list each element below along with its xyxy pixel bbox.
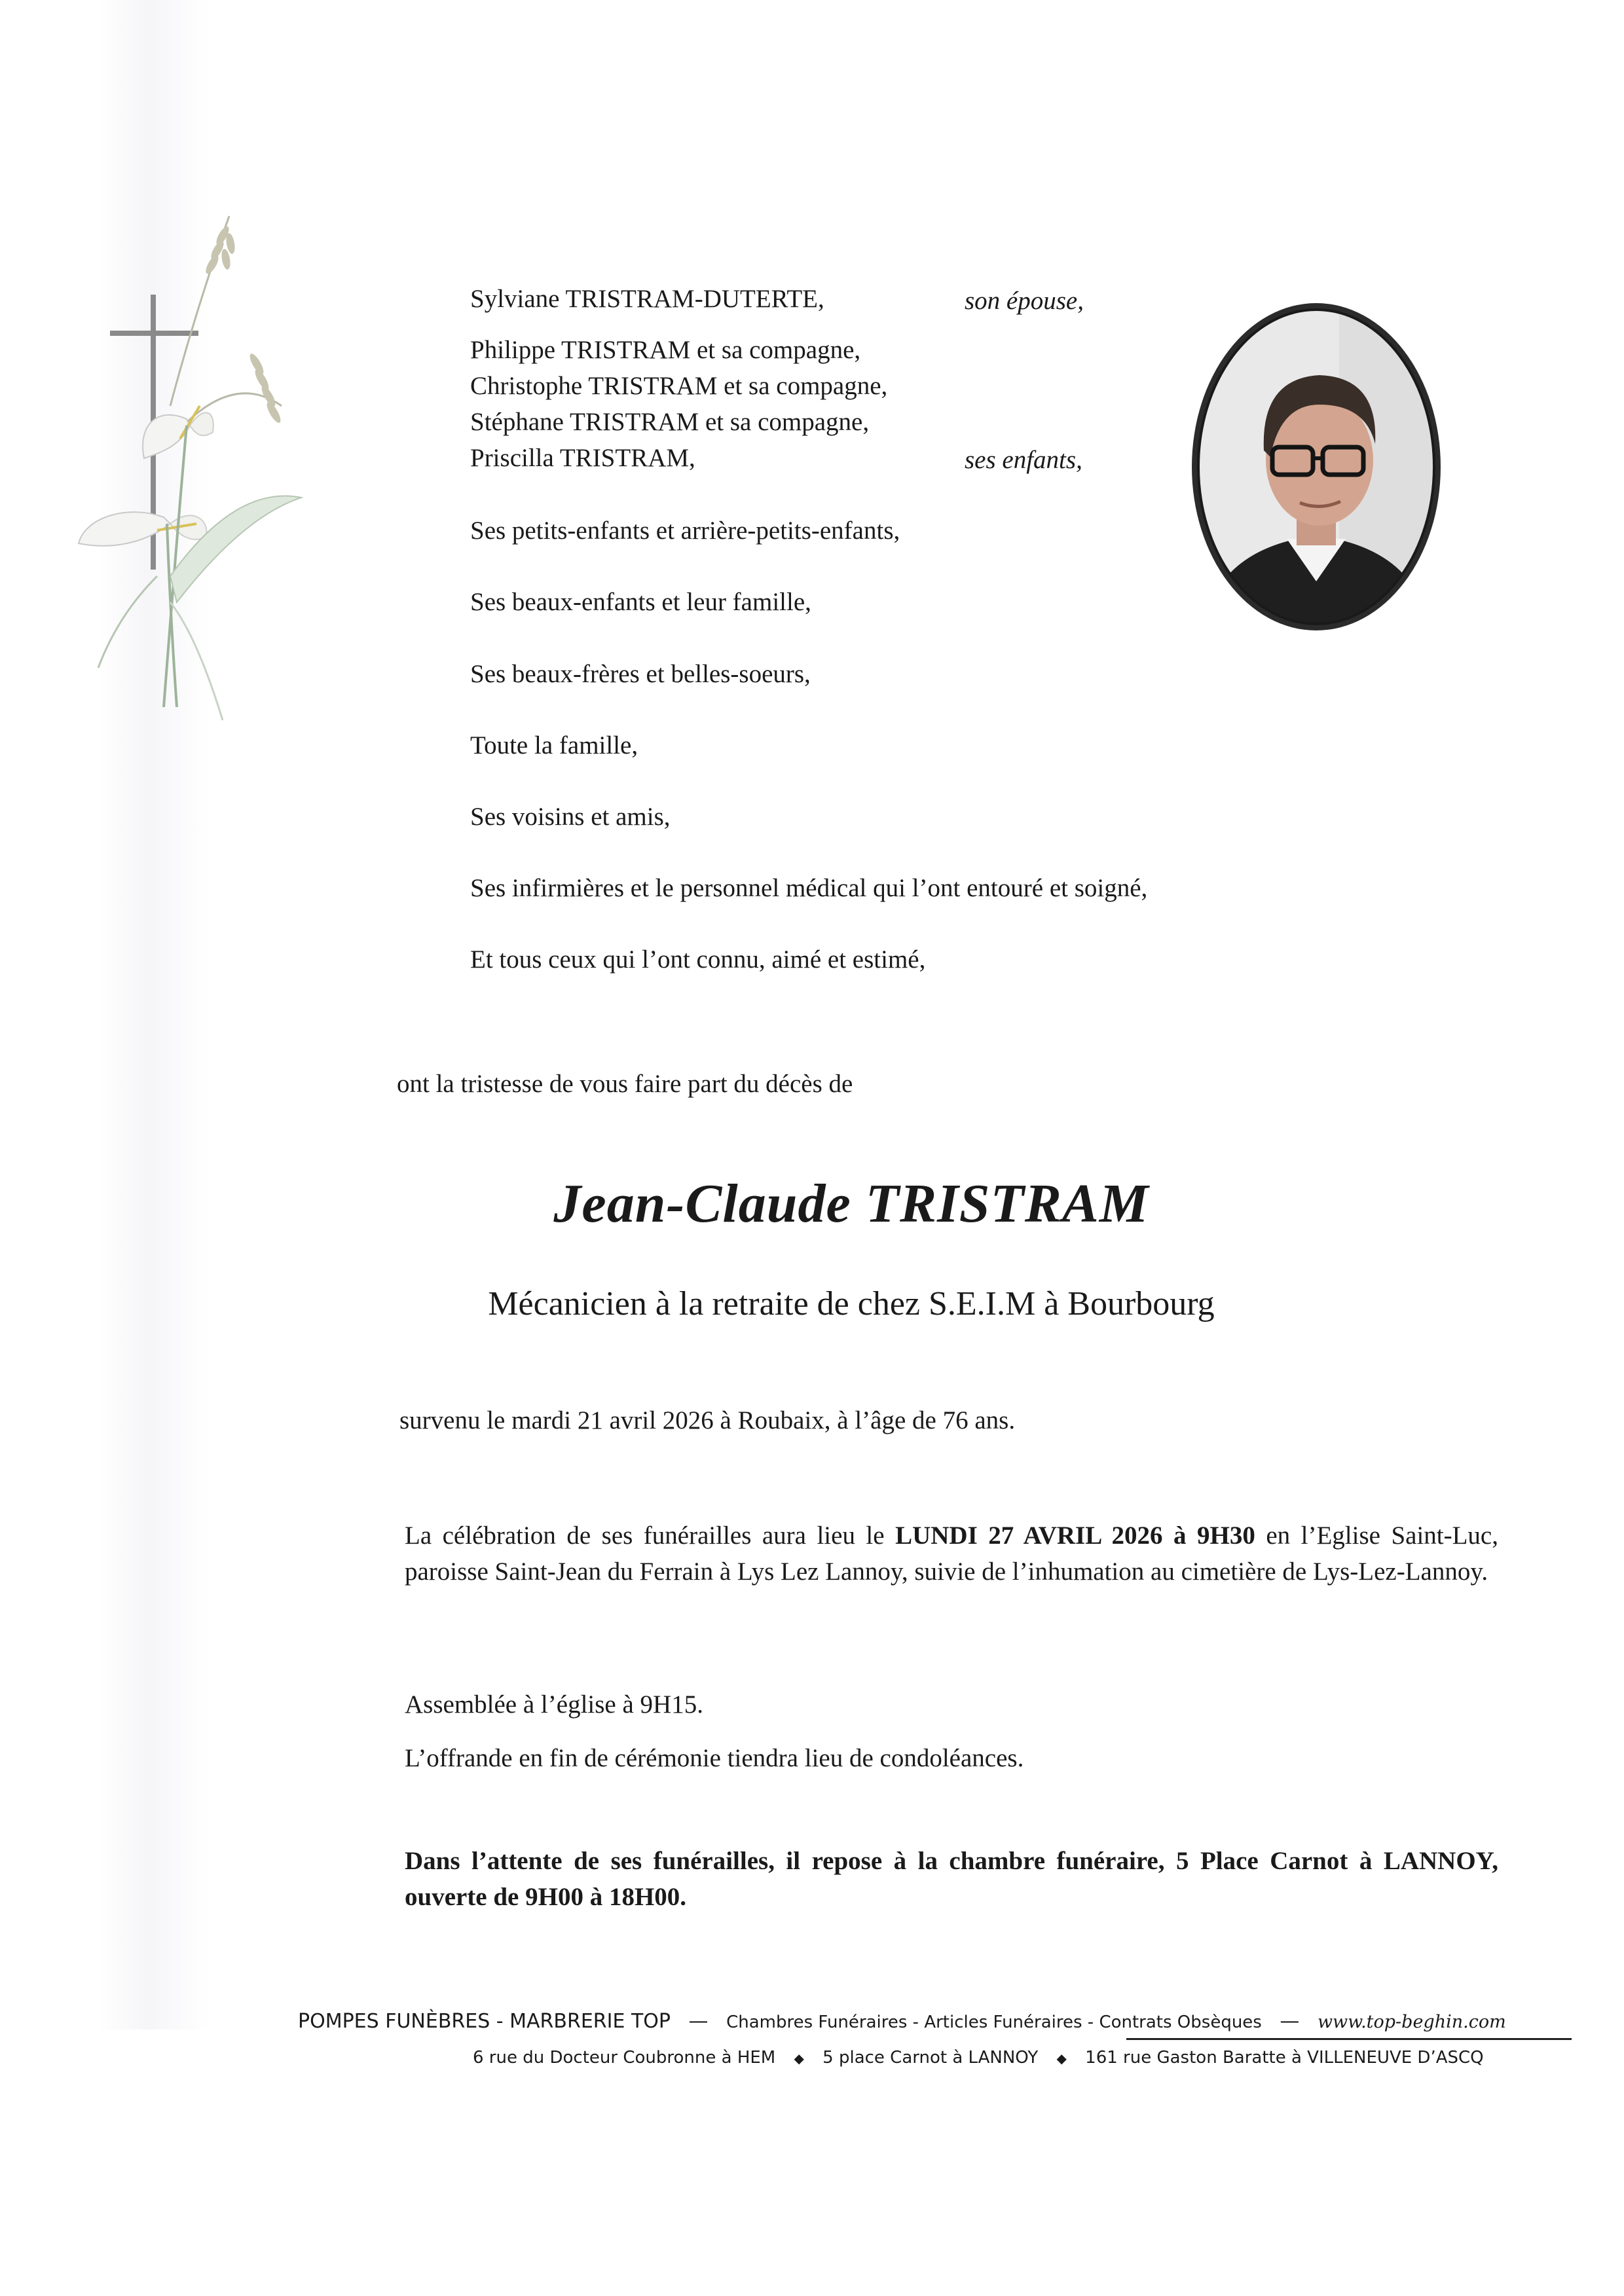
assembly-text: Assemblée à l’église à 9H15.: [405, 1690, 703, 1719]
child-name: Philippe TRISTRAM et sa compagne,: [470, 336, 861, 364]
family-line: Toute la famille,: [470, 731, 638, 759]
funeral-details: en l’Eglise Saint-Luc, paroisse Saint-Jean du Ferrain à Lys Lez Lannoy, suivie de l’inhumation au cimetière de Lys-Lez-Lannoy.: [405, 1522, 1498, 1586]
family-line: Ses voisins et amis,: [470, 803, 671, 831]
footer-dash: —: [1280, 2010, 1300, 2033]
family-line: Ses infirmières et le personnel médical qui l’ont entouré et soigné,: [470, 874, 1148, 902]
child-name: Christophe TRISTRAM et sa compagne,: [470, 372, 888, 400]
oval-portrait-frame: [1189, 300, 1444, 634]
family-line: Ses beaux-enfants et leur famille,: [470, 588, 811, 616]
footer-address: 161 rue Gaston Baratte à VILLENEUVE D’ASCQ: [1085, 2048, 1484, 2068]
spouse-name: Sylviane TRISTRAM-DUTERTE,: [470, 285, 824, 313]
death-notice: survenu le mardi 21 avril 2026 à Roubaix, à l’âge de 76 ans.: [399, 1406, 1016, 1434]
deceased-profession: Mécanicien à la retraite de chez S.E.I.M à Bourbourg: [488, 1285, 1215, 1322]
diamond-separator-icon: ◆: [1056, 2050, 1067, 2066]
rest-notice: Dans l’attente de ses funérailles, il repose à la chambre funéraire, 5 Place Carnot à LANNOY, ouverte de 9H00 à 18H00.: [405, 1847, 1498, 1911]
child-name: Priscilla TRISTRAM,: [470, 444, 695, 472]
funeral-datetime: LUNDI 27 AVRIL 2026 à 9H30: [895, 1522, 1255, 1550]
spouse-role: son épouse,: [965, 287, 1084, 315]
child-name: Stéphane TRISTRAM et sa compagne,: [470, 408, 870, 436]
deceased-name: Jean-Claude TRISTRAM: [553, 1173, 1149, 1234]
footer-services: Chambres Funéraires - Articles Funéraires - Contrats Obsèques: [726, 2013, 1262, 2032]
footer-company: POMPES FUNÈBRES - MARBRERIE TOP: [298, 2010, 671, 2033]
cross-lily-wheat-icon: [65, 210, 327, 733]
family-line: Ses beaux-frères et belles-soeurs,: [470, 660, 811, 688]
footer-divider: [1126, 2038, 1572, 2040]
family-line: Ses petits-enfants et arrière-petits-enfants,: [470, 517, 900, 545]
children-role: ses enfants,: [965, 446, 1082, 474]
footer-addresses: [473, 2048, 1484, 2068]
announcement-text: ont la tristesse de vous faire part du décès de: [397, 1070, 853, 1098]
funeral-paragraph: [405, 1518, 1498, 1590]
diamond-separator-icon: ◆: [794, 2050, 804, 2066]
family-line: Et tous ceux qui l’ont connu, aimé et estimé,: [470, 945, 926, 974]
footer-address: 5 place Carnot à LANNOY: [822, 2048, 1039, 2068]
funeral-intro: La célébration de ses funérailles aura lieu le: [405, 1522, 896, 1550]
footer-website: www.top-beghin.com: [1317, 2012, 1506, 2032]
footer-dash: —: [688, 2010, 709, 2033]
footer-address: 6 rue du Docteur Coubronne à HEM: [473, 2048, 776, 2068]
offering-text: L’offrande en fin de cérémonie tiendra lieu de condoléances.: [405, 1744, 1024, 1772]
footer-company-line: [298, 2010, 1506, 2033]
